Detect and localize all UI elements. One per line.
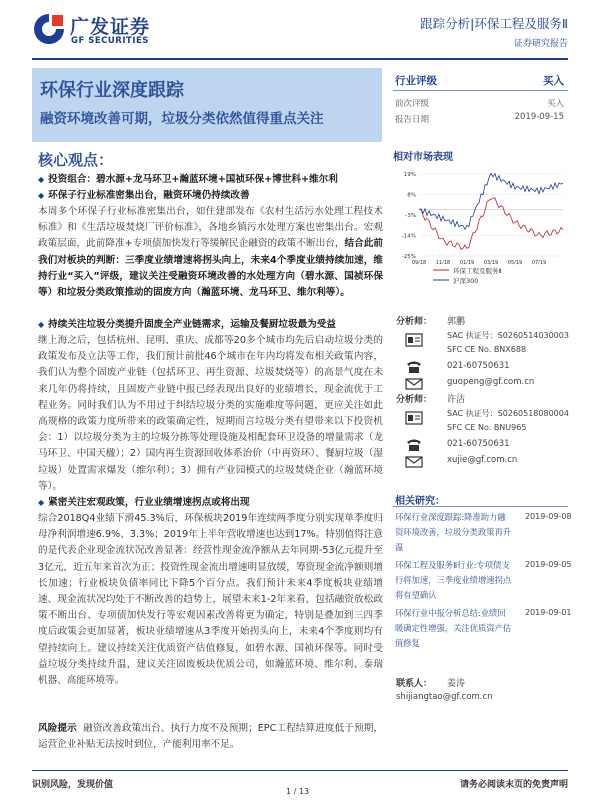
x-tick-label: 07/19: [531, 260, 547, 266]
y-tick-label: -14%: [401, 233, 416, 240]
related-report-date: 2019-09-08: [525, 512, 572, 521]
risk-head: 风险提示: [38, 723, 77, 734]
paragraph-text: 本周多个环保子行业标准密集出台，如住建部发布《农村生活污水处理工程技术标准》和《生活垃圾焚烧厂评价标准》，各地乡镇污水处理方案也密集出台。宏观政策层面，此前降准+专项债加快发行等缓解民企融资的政策不断出台，: [38, 206, 383, 250]
rating-value: 买入: [543, 75, 564, 87]
series-line-1: [419, 198, 563, 250]
paragraph-waste-sorting: [38, 333, 383, 495]
analyst-name: 许洁: [447, 395, 466, 405]
bullet-icon: ◆: [38, 191, 45, 200]
analyst-sac: SAC 执证号：S0260514030003: [447, 331, 569, 340]
contact-email[interactable]: shijiangtao@gf.com.cn: [396, 692, 493, 702]
analyst-sac: SAC 执证号：S0260518080004: [447, 409, 569, 418]
contact-label: 联系人：: [396, 679, 433, 689]
bullet-macro: [38, 495, 383, 511]
related-report-link[interactable]: 环保行业深度跟踪:降准助力融资环境改善，垃圾分类政策再升温: [395, 512, 512, 552]
footer-slogan: 识别风险，发现价值: [32, 780, 114, 790]
analyst-phone: 021-60750631: [447, 439, 510, 449]
email-icon: [405, 455, 423, 469]
rating-label: 行业评级: [395, 75, 437, 87]
analyst-email[interactable]: guopeng@gf.com.cn: [447, 377, 535, 387]
email-icon: [405, 377, 423, 391]
id-card-icon: [405, 333, 423, 347]
prev-rating-value: 买入: [546, 99, 564, 109]
x-tick-label: 05/19: [507, 260, 523, 266]
bullet-text: 持续关注垃圾分类提升固废全产业链需求，运输及餐厨垃圾最为受益: [48, 319, 336, 330]
analyst-phone: 021-60750631: [447, 361, 510, 371]
gf-logo-icon: [32, 12, 66, 46]
risk-warning: [38, 721, 383, 753]
report-title: 环保行业深度跟踪: [40, 80, 184, 101]
y-tick-label: 19%: [403, 172, 416, 178]
series-line-2: [419, 173, 563, 229]
rating-header: [393, 72, 568, 91]
x-tick-label: 11/18: [435, 260, 451, 266]
analyst-label: 分析师：: [396, 317, 433, 327]
bullet-head: 投资组合：: [48, 174, 97, 185]
related-research-title: 相关研究：: [395, 496, 445, 507]
chart-title: 相对市场表现: [393, 152, 453, 163]
bullet-icon: ◆: [38, 498, 45, 507]
x-tick-label: 03/19: [483, 260, 499, 266]
logo-english-text: GF SECURITIES: [71, 36, 149, 46]
y-tick-label: 8%: [407, 192, 416, 199]
logo-text: 广发证券: [70, 16, 151, 38]
x-tick-label: 09/18: [411, 260, 427, 266]
paragraph-text: 继上海之后，包括杭州、昆明、重庆、成都等20多个城市均先后启动垃圾分类的政策发布及立法等工作，我们预计前批46个城市在年内均将发布相关政策内容，我们认为整个固废产业链（包括环卫、再生资源、垃圾焚烧等）的高景气度在未来几年仍将持续，且固废产业链中报已经表现出良好的业绩增长，现金流优于工程业务。同时我们认为不用过于纠结垃圾分类的实施难度等问题，更应关注如此高规格的政策力度所带来的政策确定性，短期而言垃圾分类有望带来以下投资机会：1）以垃圾分类为主的垃圾分拣等处理设施及相配套环卫设备的增量需求（龙马环卫、中国天楹）；2）国内再生资源回收体系治价（中再资环）、餐厨垃圾（湿垃圾）处置需求爆发（维尔利）；3）拥有产业园模式的垃圾焚烧企业（瀚蓝环境等）。: [38, 335, 383, 492]
bullet-standards: [38, 188, 383, 204]
bullet-icon: ◆: [38, 175, 45, 184]
bullet-waste-sorting: [38, 317, 383, 333]
report-date-value: 2019-09-15: [514, 112, 564, 122]
phone-icon: [405, 438, 423, 452]
analyst-sfc: SFC CE No. BNU965: [447, 423, 527, 432]
bullet-text: 碧水源+龙马环卫+瀚蓝环境+国祯环保+博世科+维尔利: [96, 174, 338, 185]
core-view-title: 核心观点：: [38, 151, 114, 169]
analyst-email[interactable]: xujie@gf.com.cn: [447, 455, 518, 465]
analyst-name: 郭鹏: [447, 317, 466, 327]
legend-label-2: 沪深300: [453, 277, 479, 285]
id-card-icon: [405, 411, 423, 425]
related-report-date: 2019-09-05: [525, 560, 572, 569]
footer-disclaimer: 请务必阅读末页的免责声明: [459, 780, 568, 790]
paragraph-standards: [38, 204, 383, 301]
legend-label-1: 环保工程及服务Ⅱ: [453, 267, 502, 275]
related-research-header: [393, 491, 568, 507]
paragraph-macro: [38, 511, 383, 689]
risk-text: 融资改善政策出台、执行力度不及预期；EPC工程结算进度低于预期，运营企业补贴无法按时到位，产能利用率不足。: [38, 723, 384, 751]
page-number: 1 / 13: [286, 787, 310, 796]
paragraph-text: 综合2018Q4业绩下滑45.3%后，环保板块2019年连续两季度分别实现单季度归母净利润增速6.9%、3.3%；2019年上半年营收增速也达到17%。特别值得注意的是代表企业现金流状况改善显著：经营性现金流净额从去年同期-53亿元提升至3亿元，近五年来首次为正；投资性现金流出增速明显放缓，筹资现金流净额则增长加速；行业板块负债率同比下降5个百分点。我们预计未来4季度板块业绩增速、现金流状况均处于不断改善的趋势上，展望未来1-2年来看，包括融资放松政策不断出台、专项债加快发行等宏观因素改善将更为确定，特别是叠加到三四季度后政策会更加显著，板块业绩增速从3季度开始拐头向上，未来4个季度则均有望持续向上。建议持续关注优质资产估值修复，如碧水源、国祯环保等。同时受益垃圾分类持续升温，建议关注固废板块优质公司，如瀚蓝环境、维尔利、泰瑞机器、高能环境等。: [38, 513, 383, 687]
related-report-link[interactable]: 环保工程及服务Ⅱ行业:专项债支行将加速，三季度业绩增速拐点将有望确认: [395, 560, 512, 600]
report-category: 跟踪分析|环保工程及服务Ⅱ: [420, 16, 568, 31]
report-subtitle: 融资环境改善可期，垃圾分类依然值得重点关注: [40, 111, 324, 127]
analyst-label: 分析师：: [396, 395, 433, 405]
paragraph-bold-text: 结合此前我们对板块的判断：三季度业绩增速将拐头向上，未来4个季度业绩持续加速，维持行业“买入”评级，建议关注受融资环境改善的水处理方向（碧水源、国祯环保等）和垃圾分类政策推动的固废方向（瀚蓝环境、龙马环卫、维尔利等）。: [38, 238, 383, 299]
relative-performance-chart: [393, 168, 568, 290]
report-date-label: 报告日期: [395, 115, 430, 125]
related-report-link[interactable]: 环保行业中报分析总结:业绩回暖确定性增强，关注优质资产估值修复: [395, 608, 512, 648]
bullet-text: 环保子行业标准密集出台，融资环境仍持续改善: [48, 190, 250, 201]
prev-rating-label: 前次评级: [395, 99, 430, 109]
y-tick-label: -25%: [401, 254, 416, 260]
related-report-date: 2019-09-01: [525, 608, 572, 617]
contact-name: 姜涛: [447, 679, 466, 689]
bullet-text: 紧密关注宏观政策，行业业绩增速拐点或将出现: [48, 497, 250, 508]
y-tick-label: -3%: [405, 213, 416, 219]
phone-icon: [405, 360, 423, 374]
header-divider: [32, 58, 568, 60]
analyst-sfc: SFC CE No. BNX688: [447, 345, 527, 354]
x-tick-label: 01/19: [459, 260, 475, 266]
bullet-icon: ◆: [38, 320, 45, 329]
footer-divider: [32, 770, 568, 771]
report-type: 证券研究报告: [513, 39, 568, 49]
bullet-portfolio: [38, 172, 383, 188]
